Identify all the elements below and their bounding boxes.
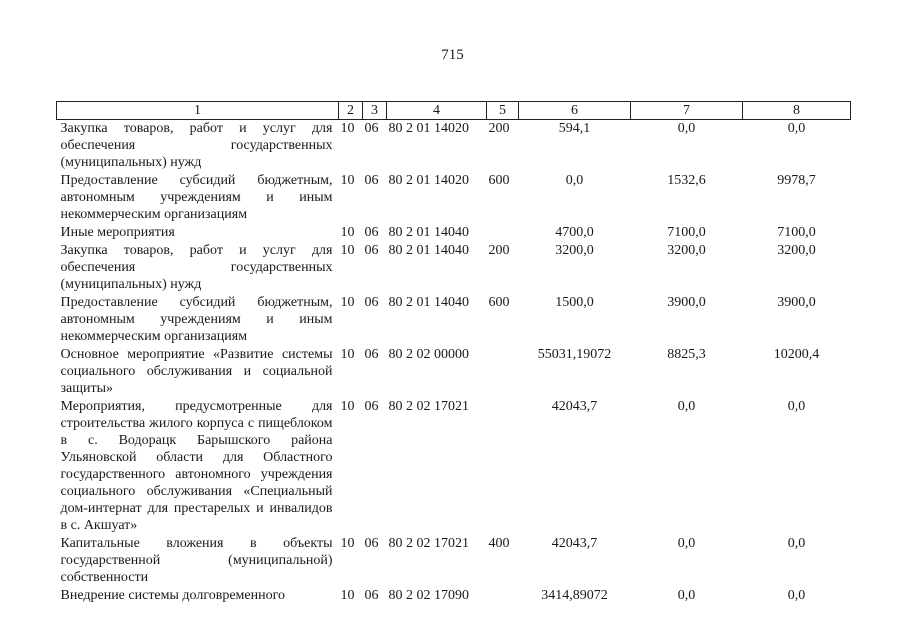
row-value-3: 3900,0 bbox=[777, 295, 816, 310]
row-value-2: 0,0 bbox=[677, 399, 696, 414]
row-expense-type: 200 bbox=[488, 243, 510, 258]
header-col-7: 7 bbox=[631, 102, 743, 120]
row-name: Закупка товаров, работ и услуг для обеспечения государственных (муниципальных) нужд bbox=[60, 243, 333, 292]
row-subsection: 06 bbox=[364, 347, 379, 362]
row-target-article: 80 2 02 17021 bbox=[388, 399, 469, 414]
row-value-3: 7100,0 bbox=[777, 225, 816, 240]
row-name: Внедрение системы долговременного bbox=[60, 588, 286, 603]
row-value-2: 0,0 bbox=[677, 121, 696, 136]
header-col-8: 8 bbox=[743, 102, 851, 120]
table-row bbox=[57, 242, 851, 294]
table-row bbox=[57, 172, 851, 224]
row-target-article: 80 2 01 14040 bbox=[388, 295, 469, 310]
row-subsection: 06 bbox=[364, 121, 379, 136]
row-name: Предоставление субсидий бюджетным, автономным учреждениям и иным некоммерческим организациям bbox=[60, 295, 333, 344]
row-subsection: 06 bbox=[364, 243, 379, 258]
table-row bbox=[57, 398, 851, 535]
header-col-4: 4 bbox=[387, 102, 487, 120]
row-value-3: 0,0 bbox=[787, 588, 806, 603]
row-expense-type: 400 bbox=[488, 536, 510, 551]
row-value-2: 3900,0 bbox=[667, 295, 706, 310]
table-body bbox=[57, 120, 851, 606]
table-row bbox=[57, 535, 851, 587]
row-expense-type: 600 bbox=[488, 173, 510, 188]
row-subsection: 06 bbox=[364, 173, 379, 188]
row-target-article: 80 2 02 00000 bbox=[388, 347, 469, 362]
row-target-article: 80 2 01 14040 bbox=[388, 243, 469, 258]
row-name: Мероприятия, предусмотренные для строительства жилого корпуса с пищеблоком в с. Водорацк Барышского района Ульяновской области для Областного государственного автономного учреждения социального обслуживания «Специальный дом-интернат для престарелых и инвалидов в с. Акшуат» bbox=[60, 399, 333, 533]
row-value-1: 42043,7 bbox=[551, 536, 598, 551]
row-value-1: 55031,19072 bbox=[537, 347, 612, 362]
row-value-3: 0,0 bbox=[787, 399, 806, 414]
row-value-2: 3200,0 bbox=[667, 243, 706, 258]
row-value-1: 3414,89072 bbox=[541, 588, 608, 603]
row-expense-type bbox=[487, 224, 519, 242]
row-target-article: 80 2 02 17090 bbox=[388, 588, 469, 603]
row-section: 10 bbox=[340, 121, 355, 136]
table-row bbox=[57, 346, 851, 398]
row-section: 10 bbox=[340, 225, 355, 240]
row-expense-type bbox=[487, 346, 519, 398]
row-value-3: 9978,7 bbox=[777, 173, 816, 188]
row-section: 10 bbox=[340, 243, 355, 258]
row-value-1: 1500,0 bbox=[555, 295, 594, 310]
header-col-1: 1 bbox=[57, 102, 339, 120]
row-value-2: 0,0 bbox=[677, 536, 696, 551]
row-expense-type bbox=[487, 587, 519, 605]
row-subsection: 06 bbox=[364, 588, 379, 603]
row-section: 10 bbox=[340, 173, 355, 188]
row-value-1: 0,0 bbox=[565, 173, 584, 188]
row-value-2: 8825,3 bbox=[667, 347, 706, 362]
row-target-article: 80 2 01 14020 bbox=[388, 121, 469, 136]
row-name: Предоставление субсидий бюджетным, автономным учреждениям и иным некоммерческим организациям bbox=[60, 173, 333, 222]
row-target-article: 80 2 01 14020 bbox=[388, 173, 469, 188]
row-section: 10 bbox=[340, 588, 355, 603]
row-value-2: 7100,0 bbox=[667, 225, 706, 240]
table-row bbox=[57, 587, 851, 605]
row-section: 10 bbox=[340, 399, 355, 414]
row-name: Иные мероприятия bbox=[60, 225, 175, 240]
header-col-6: 6 bbox=[519, 102, 631, 120]
row-section: 10 bbox=[340, 536, 355, 551]
header-col-2: 2 bbox=[339, 102, 363, 120]
row-target-article: 80 2 02 17021 bbox=[388, 536, 469, 551]
table-row bbox=[57, 120, 851, 173]
row-value-2: 0,0 bbox=[677, 588, 696, 603]
row-section: 10 bbox=[340, 347, 355, 362]
row-expense-type bbox=[487, 398, 519, 535]
row-subsection: 06 bbox=[364, 225, 379, 240]
row-value-3: 0,0 bbox=[787, 121, 806, 136]
row-expense-type: 600 bbox=[488, 295, 510, 310]
row-subsection: 06 bbox=[364, 536, 379, 551]
row-value-2: 1532,6 bbox=[667, 173, 706, 188]
row-value-1: 42043,7 bbox=[551, 399, 598, 414]
row-name: Капитальные вложения в объекты государственной (муниципальной) собственности bbox=[60, 536, 333, 585]
table-row bbox=[57, 294, 851, 346]
budget-table bbox=[56, 101, 851, 605]
header-row bbox=[57, 102, 851, 120]
row-subsection: 06 bbox=[364, 295, 379, 310]
header-col-3: 3 bbox=[363, 102, 387, 120]
row-value-1: 3200,0 bbox=[555, 243, 594, 258]
row-section: 10 bbox=[340, 295, 355, 310]
row-name: Закупка товаров, работ и услуг для обеспечения государственных (муниципальных) нужд bbox=[60, 121, 333, 170]
row-expense-type: 200 bbox=[488, 121, 510, 136]
row-name: Основное мероприятие «Развитие системы социального обслуживания и социальной защиты» bbox=[60, 347, 333, 396]
page-number: 715 bbox=[441, 47, 464, 63]
row-target-article: 80 2 01 14040 bbox=[388, 225, 469, 240]
row-value-3: 10200,4 bbox=[773, 347, 820, 362]
row-value-3: 0,0 bbox=[787, 536, 806, 551]
row-subsection: 06 bbox=[364, 399, 379, 414]
row-value-1: 594,1 bbox=[558, 121, 591, 136]
table-header bbox=[57, 102, 851, 120]
header-col-5: 5 bbox=[487, 102, 519, 120]
row-value-1: 4700,0 bbox=[555, 225, 594, 240]
table-row bbox=[57, 224, 851, 242]
row-value-3: 3200,0 bbox=[777, 243, 816, 258]
